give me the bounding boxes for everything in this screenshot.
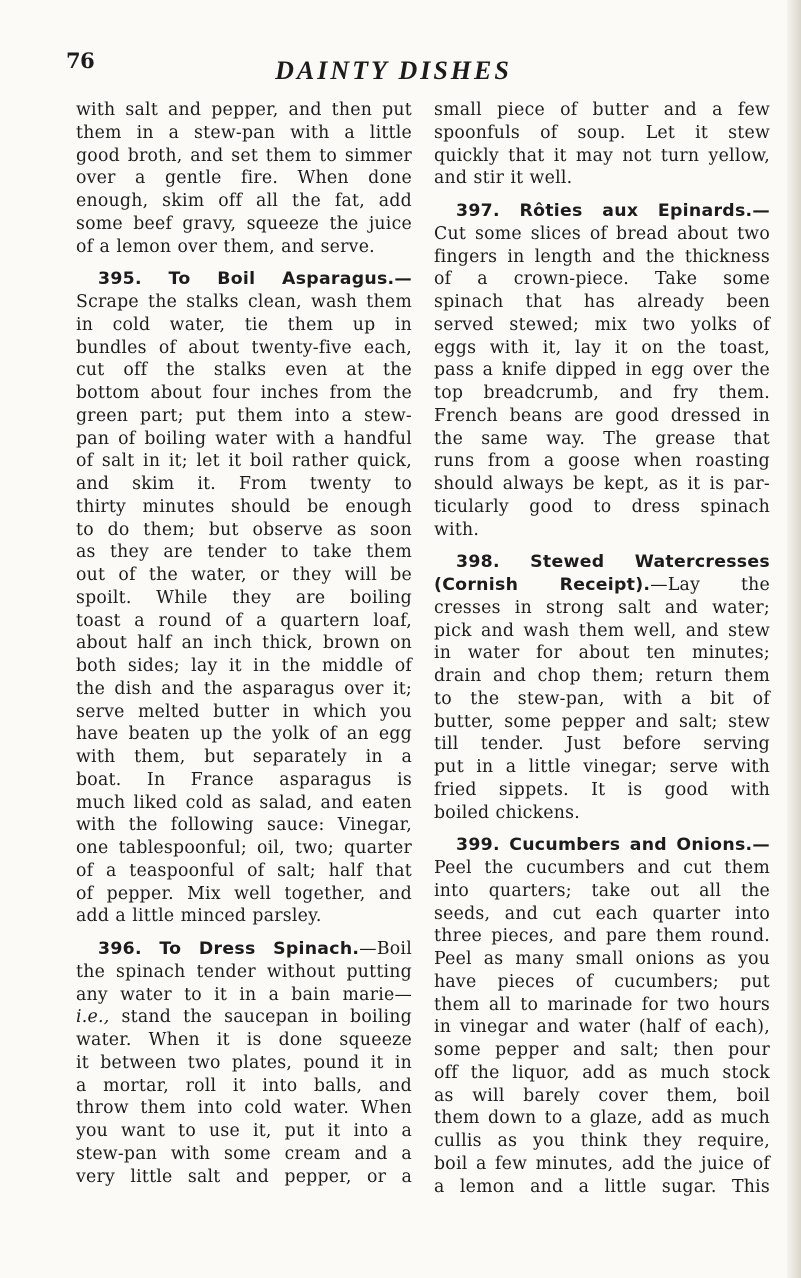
text-line: them down to a glaze, add as much [434,1108,770,1129]
text-line: spinach that has already been [434,292,770,312]
text-line: of pepper. Mix well together, and [76,883,412,904]
text-line: ticularly good to dress spinach [434,496,770,517]
text-line: over a gentle fire. When done [76,168,412,189]
text-line: a lemon and a little sugar. This [434,1176,770,1197]
recipe-heading: 397. Rôties aux Epinards.— [456,201,770,221]
text-line: with the following sauce: Vinegar, [76,815,412,836]
right-column [434,99,770,1198]
text-line: stew-pan with some cream and a [76,1143,412,1164]
text-line: serve melted butter in which you [76,701,412,722]
text-line: bundles of about twenty-five each, [76,337,412,358]
text-line: and skim it. From twenty to [76,474,412,494]
text-line: of a crown-piece. Take some [434,269,770,290]
text-line: cresses in strong salt and water; [434,597,770,618]
text-line: some pepper and salt; then pour [434,1040,770,1060]
text-line: in water for about ten minutes; [434,643,770,664]
page-edge [787,0,801,1278]
text-line: should always be kept, as it is par- [434,474,770,494]
text-line: French beans are good dressed in [434,405,770,426]
italic-abbreviation: i.e., [76,1007,110,1028]
text-line: into quarters; take out all the [434,880,770,901]
text-line: thirty minutes should be enough [76,496,412,517]
text-line: the same way. The grease that [434,428,770,449]
text-line: any water to it in a bain marie— [76,984,412,1005]
running-head: DAINTY DISHES [275,56,512,85]
left-column [76,99,412,1188]
text-line: much liked cold as salad, and eaten [76,792,412,813]
text-line: spoonfuls of soup. Let it stew [434,122,770,143]
text-line: very little salt and pepper, or a [76,1166,412,1187]
recipe-heading-continued: (Cornish Receipt). [434,575,651,595]
recipe-heading: 396. To Dress Spinach. [98,939,360,959]
recipe-396 [76,938,412,1188]
text-line: it between two plates, pound it in [76,1052,412,1073]
text-line: three pieces, and pare them round. [434,926,770,947]
text-line: the dish and the asparagus over it; [76,678,412,699]
text-line: in cold water, tie them up in [76,314,412,335]
text-line: served stewed; mix two yolks of [434,314,770,335]
recipe-399 [434,834,770,1198]
text-line [76,1006,412,1029]
text-line: toast a round of a quartern loaf, [76,610,412,631]
text-line: spoilt. While they are boiling [76,587,412,608]
text-line: butter, some pepper and salt; stew [434,711,770,732]
text-line: water. When it is done squeeze [76,1030,412,1050]
recipe-397 [434,200,770,541]
text-line: fried sippets. It is good with [434,779,770,800]
text-line: and stir it well. [434,168,573,189]
text-line: the spinach tender without putting [76,961,412,982]
text-line: them in a stew-pan with a little [76,122,412,143]
text-fragment: —Boil [359,939,412,959]
text-line: have pieces of cucumbers; put [434,971,770,992]
text-line: small piece of butter and a few [434,100,770,120]
continuation-paragraph [76,99,412,258]
text-line: throw them into cold water. When [76,1098,412,1119]
text-line: you want to use it, put it into a [76,1121,412,1141]
text-line: drain and chop them; return them [434,666,770,686]
text-line: green part; put them into a stew- [76,405,412,426]
text-line: enough, skim off all the fat, add [76,191,412,211]
text-line: pan of boiling water with a handful [76,428,412,449]
text-line: till tender. Just before serving [434,734,770,755]
text-line: off the liquor, add as much stock [434,1062,770,1083]
text-line: Scrape the stalks clean, wash them [76,292,412,312]
page-number: 76 [66,48,95,73]
text-line: add a little minced parsley. [76,906,322,927]
text-line: them all to marinade for two hours [434,994,770,1015]
text-line: in vinegar and water (half of each), [434,1017,770,1038]
text-line: runs from a goose when roasting [434,451,770,472]
text-line: some beef gravy, squeeze the juice [76,213,412,234]
text-line: with. [434,519,480,540]
text-line: pass a knife dipped in egg over the [434,360,770,381]
text-line: top breadcrumb, and fry them. [434,383,770,403]
text-line: as they are tender to take them [76,542,412,563]
text-line: Cut some slices of bread about two [434,223,770,244]
recipe-398 [434,551,770,824]
text-line: both sides; lay it in the middle of [76,656,412,676]
text-line: with them, but separately in a [76,747,412,767]
continuation-paragraph [434,99,770,190]
text-line: good broth, and set them to simmer [76,145,412,166]
recipe-heading: 398. Stewed Watercresses [456,552,770,573]
text-line: of a teaspoonful of salt; half that [76,860,412,881]
text-line: Peel the cucumbers and cut them [434,858,770,878]
text-line: boiled chickens. [434,802,581,823]
text-line: as will barely cover them, boil [434,1085,770,1106]
text-line: to the stew-pan, with a bit of [434,688,770,709]
text-line: put in a little vinegar; serve with [434,757,770,777]
text-line: pick and wash them well, and stew [434,620,770,641]
text-line: of salt in it; let it boil rather quick, [76,451,412,472]
recipe-395 [76,268,412,928]
text-line: about half an inch thick, brown on [76,633,412,654]
text-line: of a lemon over them, and serve. [76,236,375,257]
text-line: to do them; but observe as soon [76,519,412,540]
text-line: with salt and pepper, and then put [76,100,412,120]
recipe-heading: 399. Cucumbers and Onions.— [456,835,770,856]
text-line: eggs with it, lay it on the toast, [434,337,770,358]
text-fragment: —Lay the [650,575,770,595]
text-line: Peel as many small onions as you [434,949,770,969]
text-line: one tablespoonful; oil, two; quarter [76,838,412,858]
text-line: boil a few minutes, add the juice of [434,1153,770,1174]
text-fragment: stand the saucepan in boiling [121,1007,412,1028]
text-line: have beaten up the yolk of an egg [76,724,412,745]
recipe-heading: 395. To Boil Asparagus.— [98,269,412,290]
text-line: seeds, and cut each quarter into [434,903,770,924]
text-line: quickly that it may not turn yellow, [434,145,770,166]
text-line: bottom about four inches from the [76,383,412,403]
text-line: fingers in length and the thickness [434,246,770,267]
text-line: a mortar, roll it into balls, and [76,1075,412,1096]
text-line [434,574,770,597]
text-line [76,938,412,961]
text-line: cut off the stalks even at the [76,360,412,381]
text-line: boat. In France asparagus is [76,769,412,790]
text-line: cullis as you think they require, [434,1131,770,1151]
text-line: out of the water, or they will be [76,565,412,585]
